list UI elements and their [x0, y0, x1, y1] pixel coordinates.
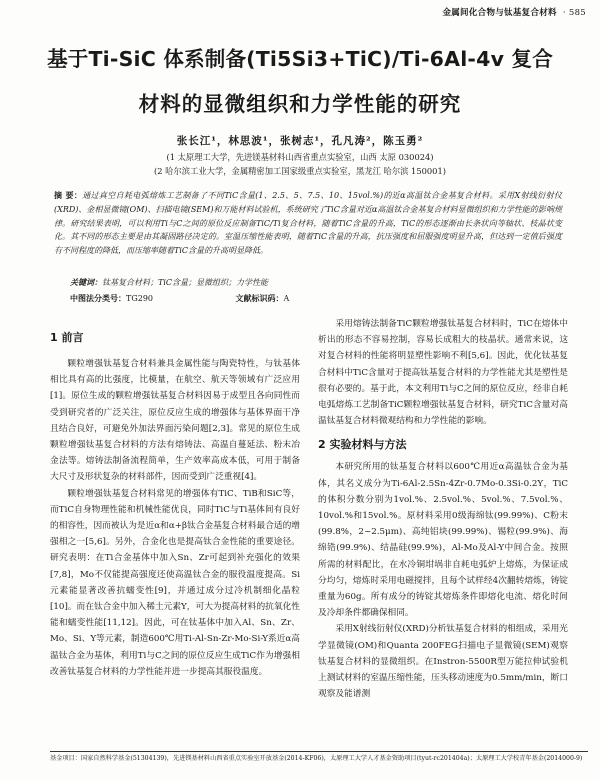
- paragraph: 颗粒增强钛基复合材料兼具金属性能与陶瓷特性，与钛基体相比具有高的比强度，比模量，在航空、航天等领域有广泛应用[1]。原位生成的颗粒增强钛基复合材料因易于成型且各向同性而受到研究者的广泛关注，原位反应生成的增强体与基体界面干净且结合良好，可避免外加法界面污染问题[2,3]。常见的原位生成颗粒增强钛基复合材料的方法有熔铸法、高温自蔓延法、粉末冶金法等。熔铸法制备流程简单，生产效率高成本低，可用于制备大尺寸及形状复杂的材料部件，因而受到广泛重视[4]。: [50, 359, 300, 483]
- keywords-label: 关键词：: [70, 277, 102, 287]
- authors: 张长江¹，林思波¹，张树志¹，孔凡涛²，陈玉勇²: [176, 135, 424, 147]
- section-heading-methods: 2 实验材料与方法: [318, 438, 407, 452]
- paragraph: 颗粒增强钛基复合材料常见的增强体有TiC、TiB和SiC等，而TiC自身物理性能和机械性能优良，同时TiC与Ti基体间有良好的相容性，因而被认为是近α和α+β钛合金基复合材料最合适的增强相之一[5,6]。另外，合金化也是提高钛合金性能的重要途径。研究表明：在Ti合金基体中加入Sn、Zr可起到补充强化的效果[7,8]，Mo不仅能提高强度还使高温钛合金的服役温度提高。Si元素能显著改善抗蠕变性[9]，并通过成分过冷机制细化晶粒[10]。而在钛合金中加入稀土元素Y，可大为提高材料的抗氧化性能和蠕变性能[11,12]。因此，可在钛基体中加入Al、Sn、Zr、Mo、Si、Y等元素，制造600℃用Ti-Al-Sn-Zr-Mo-Si-Y系近α高温钛合金为基体，利用Ti与C之间的原位反应生成TiC作为增强相改善钛基复合材料的力学性能并进一步提高其服役温度。: [50, 488, 300, 677]
- abstract-label: 摘 要：: [54, 190, 83, 200]
- doc-code: A: [283, 294, 290, 303]
- journal-name: 金属间化合物与钛基复合材料: [442, 8, 557, 18]
- paper-title-line-1: 基于Ti-SiC 体系制备(Ti5Si3+TiC)/Ti-6Al-4v 复合: [47, 47, 553, 71]
- classification: [70, 292, 562, 305]
- paper-title-line-2: 材料的显微组织和力学性能的研究: [138, 92, 462, 116]
- section-heading-introduction: 1 前言: [50, 331, 84, 344]
- left-column: [50, 316, 300, 680]
- paragraph: 本研究所用的钛基复合材料以600℃用近α高温钛合金为基体，其名义成分为Ti-6Al-2.5Sn-4Zr-0.7Mo-0.3Si-0.2Y，TiC的体积分数分别为1vol.%、2.5vol.%、5vol.%、7.5vol.%、10vol.%和15vol.%。原材料采用0级海绵钛(99.99%)、C粉末(99.8%，2~2.5μm)、高纯铝块(99.99%)、锡粒(99.9%)、海绵锆(99.9%)、结晶硅(99.9%)，Al-Mo及Al-Y中间合金。按照所需的材料配比，在水冷铜坩埚非自耗电弧炉上熔炼，为保证成分均匀，熔炼时采用电磁搅拌，且每个试样经4次翻转熔炼，铸锭重量为60g。所有成分的铸锭其熔炼条件即熔化电流、熔化时间及冷却条件都确保相同。: [318, 462, 568, 619]
- clc-label: 中图法分类号：: [70, 293, 126, 303]
- footnote: 基金项目：国家自然科学基金(51304139)，先进镁基材料山西省重点实验室开放基金(2014-KF06)，太原理工大学人才基金资助项目(tyut-rc201404a)；太原理工大学校青年基金(2014000-9): [50, 751, 588, 763]
- doc-code-label: 文献标识码：: [235, 293, 284, 303]
- page-number: 585: [568, 8, 586, 18]
- affiliation-2: (2 哈尔滨工业大学，金属精密加工国家级重点实验室，黑龙江 哈尔滨 150001): [154, 166, 446, 176]
- running-header: 金属间化合物与钛基复合材料 · 585: [442, 8, 586, 18]
- keywords: [70, 276, 562, 289]
- paragraph: 采用熔铸法制备TiC颗粒增强钛基复合材料时，TiC在熔体中析出的形态不容易控制，容易长成粗大的枝晶状。通常来说，这对复合材料的性能将明显塑性影响不利[5,6]。因此，优化钛基复合材料中TiC含量对于提高钛基复合材料的力学性能尤其是塑性是很有必要的。基于此，本文利用Ti与C之间的原位反应，经非自耗电弧熔炼工艺制备TiC颗粒增强钛基复合材料，研究TiC含量对高温钛基复合材料微观结构和力学性能的影响。: [318, 319, 568, 427]
- keywords-text: 钛基复合材料；TiC含量；显微组织；力学性能: [102, 278, 269, 287]
- paragraph: 采用X射线衍射仪(XRD)分析钛基复合材料的相组成，采用光学显微镜(OM)和Quanta 200FEG扫描电子显微镜(SEM)观察钛基复合材料的显微组织。在Instron-5500R型万能拉伸试验机上测试材料的室温压缩性能，压头移动速度为0.5mm/min，断口观察及能谱测: [318, 624, 568, 700]
- right-column: [318, 316, 568, 702]
- clc-code: TG290: [126, 294, 153, 303]
- abstract-text: 通过真空自耗电弧熔炼工艺制备了不同TiC含量(1、2.5、5、7.5、10、15vol.%)的近α高温钛合金基复合材料。采用X射线衍射仪(XRD)、金相显微镜(OM)、扫描电镜(SEM)和万能材料试验机，系统研究了TiC含量对近α高温钛合金基复合材料显微组织和力学性能的影响规律。研究结果表明，可以利用Ti与C之间的原位反应制备TiC/Ti复合材料，随着TiC含量的升高，TiC的形态逐渐由长条状向等轴状、枝晶状变化。其不同的形态主要是由其凝固路径决定的。室温压缩性能表明，随着TiC含量的升高，抗压强度和屈服强度明显升高，但达到一定值后强度有不同程度的降低，而压缩率随着TiC含量的升高明显降低。: [54, 191, 562, 256]
- affiliation-1: (1 太原理工大学，先进镁基材料山西省重点实验室，山西 太原 030024): [166, 152, 434, 162]
- abstract: [54, 189, 562, 258]
